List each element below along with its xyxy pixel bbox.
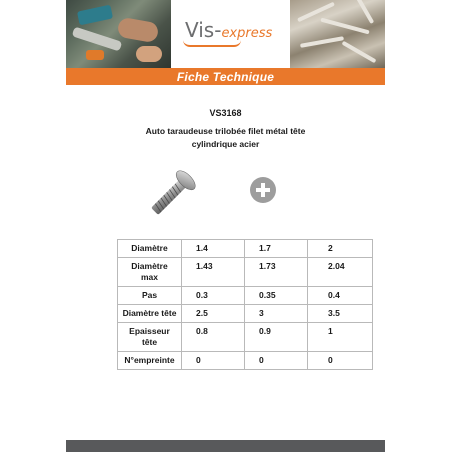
table-row	[118, 352, 373, 370]
spec-table	[117, 239, 373, 370]
screw-icon	[146, 165, 200, 221]
header-banner	[66, 0, 385, 68]
table-row	[118, 323, 373, 352]
spec-value: 1.73	[245, 258, 308, 287]
spec-value: 2	[308, 240, 373, 258]
footer-bar	[66, 440, 385, 452]
section-title: Fiche Technique	[176, 69, 275, 84]
logo-swoosh	[183, 40, 241, 47]
table-row	[118, 240, 373, 258]
table-row	[118, 305, 373, 323]
spec-value: 0	[308, 352, 373, 370]
spec-value: 3	[245, 305, 308, 323]
spec-value: 0.8	[182, 323, 245, 352]
spec-value: 0	[182, 352, 245, 370]
spec-value: 1	[308, 323, 373, 352]
logo-area	[171, 0, 290, 68]
spec-label: Diamètre max	[118, 258, 182, 287]
spec-value: 3.5	[308, 305, 373, 323]
spec-label: Pas	[118, 287, 182, 305]
spec-label: Epaisseur tête	[118, 323, 182, 352]
spec-value: 2.5	[182, 305, 245, 323]
spec-value: 1.7	[245, 240, 308, 258]
product-title	[126, 125, 325, 151]
spec-value: 0	[245, 352, 308, 370]
section-title-bar	[66, 68, 385, 85]
technical-sheet	[66, 0, 385, 452]
plus-icon	[250, 177, 276, 203]
logo-suffix-text: express	[221, 26, 273, 41]
brand-logo	[185, 18, 272, 42]
spec-label: N°empreinte	[118, 352, 182, 370]
spec-value: 1.43	[182, 258, 245, 287]
table-row	[118, 258, 373, 287]
spec-label: Diamètre tête	[118, 305, 182, 323]
screws-photo	[290, 0, 385, 68]
tools-photo	[66, 0, 171, 68]
spec-value: 0.4	[308, 287, 373, 305]
spec-value: 2.04	[308, 258, 373, 287]
spec-label: Diamètre	[118, 240, 182, 258]
product-title-line2: cylindrique acier	[191, 139, 260, 149]
spec-value: 0.3	[182, 287, 245, 305]
product-reference: VS3168	[209, 108, 242, 118]
product-title-line1: Auto taraudeuse trilobée filet métal tête	[145, 126, 306, 136]
spec-value: 0.9	[245, 323, 308, 352]
table-row	[118, 287, 373, 305]
logo-main-text: Vis-	[185, 18, 222, 42]
spec-value: 0.35	[245, 287, 308, 305]
spec-value: 1.4	[182, 240, 245, 258]
